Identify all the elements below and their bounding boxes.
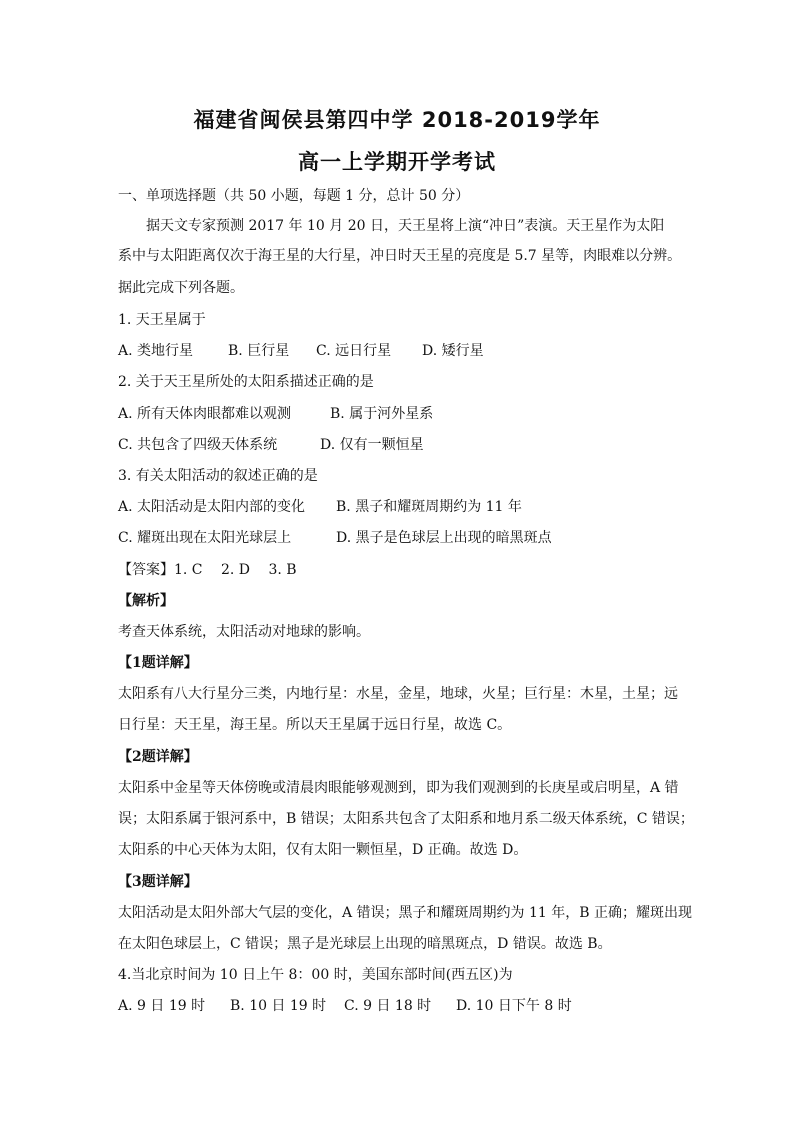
question-3-options-row-1 xyxy=(118,497,522,517)
detail-2-line-3: 太阳系的中心天体为太阳，仅有太阳一颗恒星，D 正确。故选 D。 xyxy=(118,842,528,858)
q1-option-c: C. 远日行星 xyxy=(316,343,392,359)
question-2-options-row-1 xyxy=(118,404,433,424)
question-1-stem: 1. 天王星属于 xyxy=(118,312,206,328)
question-4-stem: 4.当北京时间为 10 日上午 8：00 时，美国东部时间(西五区)为 xyxy=(118,967,513,983)
analysis-text: 考查天体系统，太阳活动对地球的影响。 xyxy=(118,624,370,640)
question-2-options-row-2 xyxy=(118,435,424,455)
q2-option-c: C. 共包含了四级天体系统 xyxy=(118,437,278,453)
detail-1-line-2: 日行星：天王星，海王星。所以天王星属于远日行星，故选 C。 xyxy=(118,717,512,733)
q4-option-d: D. 10 日下午 8 时 xyxy=(456,998,572,1014)
detail-3-label: 【3题详解】 xyxy=(118,874,198,890)
title-line-2: 高一上学期开学考试 xyxy=(298,150,496,174)
answer-key: 【答案】1. C 2. D 3. B xyxy=(118,562,297,578)
q2-option-d: D. 仅有一颗恒星 xyxy=(320,437,424,453)
detail-3-line-2: 在太阳色球层上，C 错误；黑子是光球层上出现的暗黑斑点，D 错误。故选 B。 xyxy=(118,936,612,952)
question-3-stem: 3. 有关太阳活动的叙述正确的是 xyxy=(118,468,318,484)
detail-3-line-1: 太阳活动是太阳外部大气层的变化，A 错误；黑子和耀斑周期约为 11 年，B 正确；耀斑出现 xyxy=(118,905,693,921)
q3-option-c: C. 耀斑出现在太阳光球层上 xyxy=(118,530,292,546)
detail-2-line-1: 太阳系中金星等天体傍晚或清晨肉眼能够观测到，即为我们观测到的长庚星或启明星，A 错 xyxy=(118,780,679,796)
passage-line-2: 系中与太阳距离仅次于海王星的大行星，冲日时天王星的亮度是 5.7 星等，肉眼难以分辨。 xyxy=(118,248,682,264)
q4-option-c: C. 9 日 18 时 xyxy=(344,998,432,1014)
detail-1-label: 【1题详解】 xyxy=(118,655,198,671)
q1-option-b: B. 巨行星 xyxy=(228,343,290,359)
passage-line-3: 据此完成下列各题。 xyxy=(118,280,244,296)
question-2-stem: 2. 关于天王星所处的太阳系描述正确的是 xyxy=(118,374,374,390)
q1-option-a: A. 类地行星 xyxy=(118,343,194,359)
question-4-options xyxy=(118,996,572,1016)
q3-option-d: D. 黑子是色球层上出现的暗黑斑点 xyxy=(336,530,552,546)
q3-option-a: A. 太阳活动是太阳内部的变化 xyxy=(118,499,306,515)
question-1-options xyxy=(118,341,484,361)
detail-2-line-2: 误；太阳系属于银河系中，B 错误；太阳系共包含了太阳系和地月系二级天体系统，C 错误； xyxy=(118,811,694,827)
q1-option-d: D. 矮行星 xyxy=(422,343,484,359)
section-heading: 一、单项选择题（共 50 小题，每题 1 分，总计 50 分） xyxy=(118,188,470,204)
q4-option-a: A. 9 日 19 时 xyxy=(118,998,206,1014)
title-line-1: 福建省闽侯县第四中学 2018-2019学年 xyxy=(193,108,601,132)
q2-option-a: A. 所有天体肉眼都难以观测 xyxy=(118,406,292,422)
q4-option-b: B. 10 日 19 时 xyxy=(230,998,327,1014)
question-3-options-row-2 xyxy=(118,528,552,548)
passage-line-1: 据天文专家预测 2017 年 10 月 20 日，天王星将上演“冲日”表演。天王星作为太阳 xyxy=(118,218,665,234)
q2-option-b: B. 属于河外星系 xyxy=(330,406,434,422)
detail-1-line-1: 太阳系有八大行星分三类，内地行星：水星，金星，地球，火星；巨行星：木星，土星；远 xyxy=(118,686,678,702)
detail-2-label: 【2题详解】 xyxy=(118,749,198,765)
q3-option-b: B. 黑子和耀斑周期约为 11 年 xyxy=(336,499,522,515)
analysis-label: 【解析】 xyxy=(118,593,174,609)
